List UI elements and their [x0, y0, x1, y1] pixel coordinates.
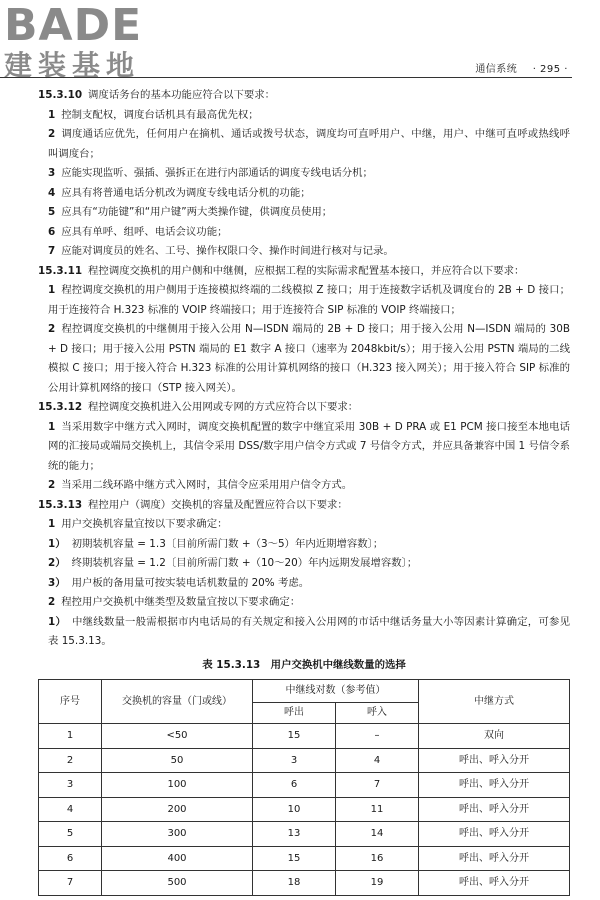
clause-15-3-12: 15.3.12 程控调度交换机进入公用网或专网的方式应符合以下要求： [38, 401, 359, 413]
table-row: 6 400 15 16 呼出、呼入分开 [39, 846, 570, 871]
page-body [38, 86, 570, 896]
list-item: 1 程控调度交换机的用户侧用于连接模拟终端的二线模拟 Z 接口；用于连接数字话机及调度台的 2B + D 接口；用于连接符合 H.323 标准的 VOIP 终端接口；用于连接符合 SIP 标准的 VOIP 终端接口； [48, 284, 570, 316]
list-item: 2 调度通话应优先，任何用户在摘机、通话或拨号状态，调度均可直呼用户、中继，用户、中继可直呼或热线呼叫调度台； [48, 128, 570, 160]
section-title: 通信系统 [475, 64, 518, 75]
list-item: 1） 初期装机容量 = 1.3〔目前所需门数 +（3～5）年内近期增容数〕； [48, 537, 384, 550]
header-capacity: 交换机的容量（门或线） [102, 680, 253, 724]
clause-15-3-10: 15.3.10 调度话务台的基本功能应符合以下要求： [38, 89, 276, 101]
table-row: 2 50 3 4 呼出、呼入分开 [39, 748, 570, 773]
list-item: 5 应具有“功能键”和“用户键”两大类操作键，供调度员使用； [48, 206, 333, 218]
header-trunk-pairs: 中继线对数（参考值） [253, 680, 419, 703]
list-item: 2 当采用二线环路中继方式入网时，其信令应采用用户信令方式。 [48, 479, 353, 491]
table-row: 3 100 6 7 呼出、呼入分开 [39, 773, 570, 798]
list-item: 7 应能对调度员的姓名、工号、操作权限口令、操作时间进行核对与记录。 [48, 245, 394, 257]
list-item: 2） 终期装机容量 = 1.2〔目前所需门数 +（10～20）年内远期发展增容数〕； [48, 557, 418, 569]
table-row: 5 300 13 14 呼出、呼入分开 [39, 822, 570, 847]
list-item: 3） 用户板的备用量可按实装电话机数量的 20% 考虑。 [48, 576, 310, 589]
list-item: 1 当采用数字中继方式入网时，调度交换机配置的数字中继宜采用 30B + D PRA 或 E1 PCM 接口接至本地电话网的汇接局或端局交换机上，其信令采用 DSS/数字用户信令方式或 7 号信令方式，并应具备兼容中国 1 号信令系统的能力； [48, 420, 571, 472]
clause-15-3-11: 15.3.11 程控调度交换机的用户侧和中继侧，应根据工程的实际需求配置基本接口，并应符合以下要求： [38, 264, 525, 277]
header-outgoing: 呼出 [253, 703, 336, 724]
list-item: 1） 中继线数量一般需根据市内电话局的有关规定和接入公用网的市话中继话务量大小等因素计算确定，可参见表 15.3.13。 [48, 615, 570, 647]
watermark-logo [4, 0, 184, 82]
header-seq: 序号 [39, 680, 102, 724]
header-incoming: 呼入 [336, 703, 419, 724]
header-rule [0, 77, 572, 78]
list-item: 6 应具有单呼、组呼、电话会议功能； [48, 225, 228, 238]
table-row: 4 200 10 11 呼出、呼入分开 [39, 797, 570, 822]
logo-wordmark: BADE [4, 0, 143, 51]
list-item: 4 应具有将普通电话分机改为调度专线电话分机的功能； [48, 186, 311, 199]
list-item: 3 应能实现监听、强插、强拆正在进行内部通话的调度专线电话分机； [48, 167, 373, 179]
logo-subtitle: 建装基地 [4, 49, 141, 82]
list-item: 2 程控用户交换机中继类型及数量宜按以下要求确定： [48, 596, 301, 608]
table-row: 1 <50 15 – 双向 [39, 724, 570, 749]
table-caption: 表 15.3.13 用户交换机中继线数量的选择 [202, 658, 406, 671]
clause-15-3-13: 15.3.13 程控用户（调度）交换机的容量及配置应符合以下要求： [38, 498, 348, 511]
list-item: 2 程控调度交换机的中继侧用于接入公用 N—ISDN 端局的 2B + D 接口；用于接入公用 N—ISDN 端局的 30B + D 接口；用于接入公用 PSTN 端局的 E1 数字 A 接口（速率为 2048kbit/s）；用于接入公用 PSTN 端局的二线模拟 C 接口；用于接入符合 H.323 标准的公用计算机网络的接口（H.323 接入网关）；用于接入符合 SIP 标准的公用计算机网络的接口（STP 接入网关）。 [48, 323, 570, 394]
page-number: · 295 · [532, 64, 568, 75]
list-item: 1 控制支配权，调度台话机具有最高优先权； [48, 108, 259, 121]
list-item: 1 用户交换机容量宜按以下要求确定： [48, 518, 228, 530]
running-header [475, 60, 568, 75]
trunk-table [38, 679, 570, 896]
header-mode: 中继方式 [419, 680, 570, 724]
table-row: 7 500 18 19 呼出、呼入分开 [39, 871, 570, 896]
